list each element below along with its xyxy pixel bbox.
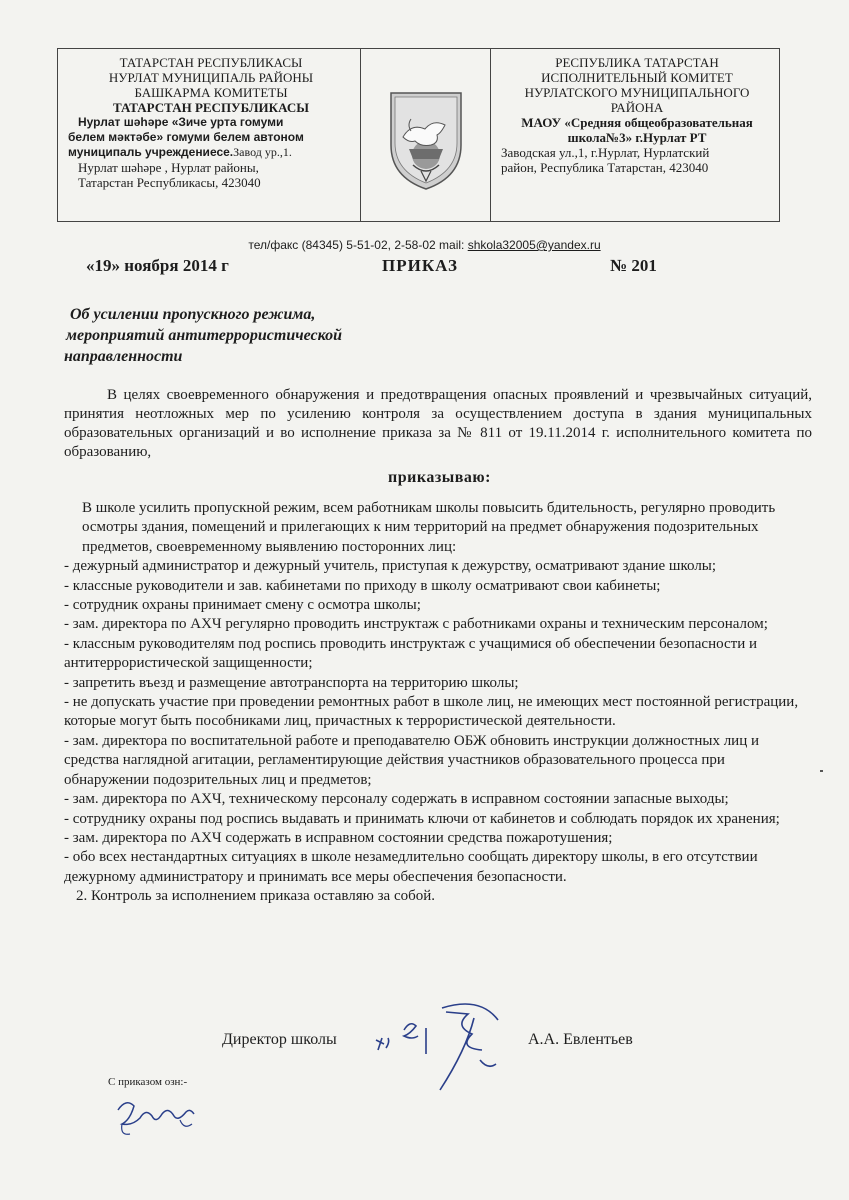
coat-of-arms-icon bbox=[381, 85, 471, 195]
order-item: - зам. директора по АХЧ, техническому персоналу содержать в исправном состоянии запасные выходы; bbox=[64, 791, 729, 808]
header-left-line: БАШКАРМА КОМИТЕТЫ bbox=[134, 85, 288, 100]
header-right-line: РЕСПУБЛИКА ТАТАРСТАН bbox=[555, 55, 719, 70]
order-item: 2. Контроль за исполнением приказа оставляю за собой. bbox=[76, 888, 436, 905]
header-right-line: ИСПОЛНИТЕЛЬНЫЙ КОМИТЕТ bbox=[541, 70, 733, 85]
letterhead-russian bbox=[491, 49, 779, 221]
header-left-line: НУРЛАТ МУНИЦИПАЛЬ РАЙОНЫ bbox=[108, 70, 314, 85]
order-item: - сотрудник охраны принимает смену с осмотра школы; bbox=[64, 597, 421, 614]
order-item: В школе усилить пропускной режим, всем работникам школы повысить бдительность, регулярно проводить осмотры здания, помещений и прилегающих к ним территорий на предмет обнаружения подозрительных предметов, своевременному выявлению посторонних лиц: bbox=[82, 500, 776, 555]
header-left-line: муниципаль учреждениесе.Завод ур.,1. bbox=[68, 145, 292, 159]
order-item: - обо всех нестандартных ситуациях в школе незамедлительно сообщать директору школы, в его отсутствии дежурному администратору и принимать все меры обеспечения безопасности. bbox=[64, 849, 758, 885]
order-item: - зам. директора по воспитательной работе и преподавателю ОБЖ обновить инструкции должностных лиц и средства наглядной агитации, регламентирующие действия участников образовательного процесса при обнаружении подозрительных лиц и предметов; bbox=[64, 732, 760, 788]
director-signature bbox=[370, 990, 520, 1100]
order-title-row bbox=[0, 256, 849, 280]
order-item: - запретить въезд и размещение автотранспорта на территорию школы; bbox=[64, 674, 519, 691]
header-left-line: ТАТАРСТАН РЕСПУБЛИКАСЫ bbox=[119, 55, 303, 70]
subject-line: мероприятий антитеррористической bbox=[66, 327, 343, 344]
subject-line: Об усилении пропускного режима, bbox=[70, 306, 316, 323]
subject-line: направленности bbox=[64, 348, 183, 365]
order-subject bbox=[64, 304, 444, 367]
preamble bbox=[64, 386, 812, 462]
header-left-line: Татарстан Республикасы, 423040 bbox=[78, 175, 261, 190]
letterhead-tatar bbox=[58, 49, 361, 221]
preamble-text: В целях своевременного обнаружения и предотвращения опасных проявлений и чрезвычайных ситуаций, принятия неотложных мер по усилению контроля за осуществлением доступа в здания муниципальных образовательных организаций и во исполнение приказа за № 811 от 19.11.2014 г. исполнительного комитета по образованию, bbox=[64, 387, 812, 460]
header-right-line: район, Республика Татарстан, 423040 bbox=[501, 160, 709, 175]
letterhead bbox=[57, 48, 780, 222]
acknowledgement-signature bbox=[112, 1090, 202, 1140]
header-left-line: ТАТАРСТАН РЕСПУБЛИКАСЫ bbox=[113, 100, 309, 115]
order-title: ПРИКАЗ bbox=[382, 256, 458, 275]
contact-line: тел/факс (84345) 5-51-02, 2-58-02 mail: shkola32005@yandex.ru bbox=[248, 238, 601, 252]
header-right-line: РАЙОНА bbox=[610, 100, 664, 115]
header-right-line: НУРЛАТСКОГО МУНИЦИПАЛЬНОГО bbox=[524, 85, 750, 100]
order-item: - не допускать участие при проведении ремонтных работ в школе лиц, не имеющих мест постоянной регистрации, которые могут быть пособниками лиц, причастных к террористической деятельности. bbox=[64, 694, 799, 730]
email-link[interactable]: shkola32005@yandex.ru bbox=[467, 238, 601, 252]
header-left-line: Нурлат шәһәре «Зиче урта гомуми bbox=[78, 115, 284, 129]
signer-role: Директор школы bbox=[222, 1031, 337, 1048]
signer-name: А.А. Евлентьев bbox=[528, 1031, 633, 1048]
acknowledgement-label: С приказом озн:- bbox=[108, 1076, 188, 1088]
order-number: № 201 bbox=[610, 256, 657, 275]
header-right-line: школа№3» г.Нурлат РТ bbox=[567, 130, 707, 145]
order-item: - дежурный администратор и дежурный учитель, приступая к дежурству, осматривают здание школы; bbox=[64, 558, 717, 575]
letterhead-emblem-cell bbox=[361, 49, 491, 221]
order-item: - сотруднику охраны под роспись выдавать и принимать ключи от кабинетов и соблюдать порядок их хранения; bbox=[64, 810, 780, 827]
header-left-line: Нурлат шәһәре , Нурлат районы, bbox=[78, 160, 259, 175]
order-item: - зам. директора по АХЧ содержать в исправном состоянии средства пожаротушения; bbox=[64, 829, 613, 846]
scan-speck bbox=[820, 770, 823, 772]
header-right-line: МАОУ «Средняя общеобразовательная bbox=[521, 115, 753, 130]
order-date: «19» ноября 2014 г bbox=[86, 256, 229, 275]
order-item: - зам. директора по АХЧ регулярно проводить инструктаж с работниками охраны и техническим персоналом; bbox=[64, 616, 768, 633]
header-left-line: белем мәктәбе» гомуми белем автоном bbox=[68, 130, 304, 144]
order-item: - классные руководители и зав. кабинетами по приходу в школу осматривают свои кабинеты; bbox=[64, 577, 661, 594]
header-right-line: Заводская ул.,1, г.Нурлат, Нурлатский bbox=[501, 145, 710, 160]
order-item: - классным руководителям под роспись проводить инструктаж с учащимися об обеспечении безопасности и антитеррористической защищенности; bbox=[64, 635, 757, 672]
order-items bbox=[64, 499, 812, 907]
decree-heading: приказываю: bbox=[388, 469, 491, 486]
